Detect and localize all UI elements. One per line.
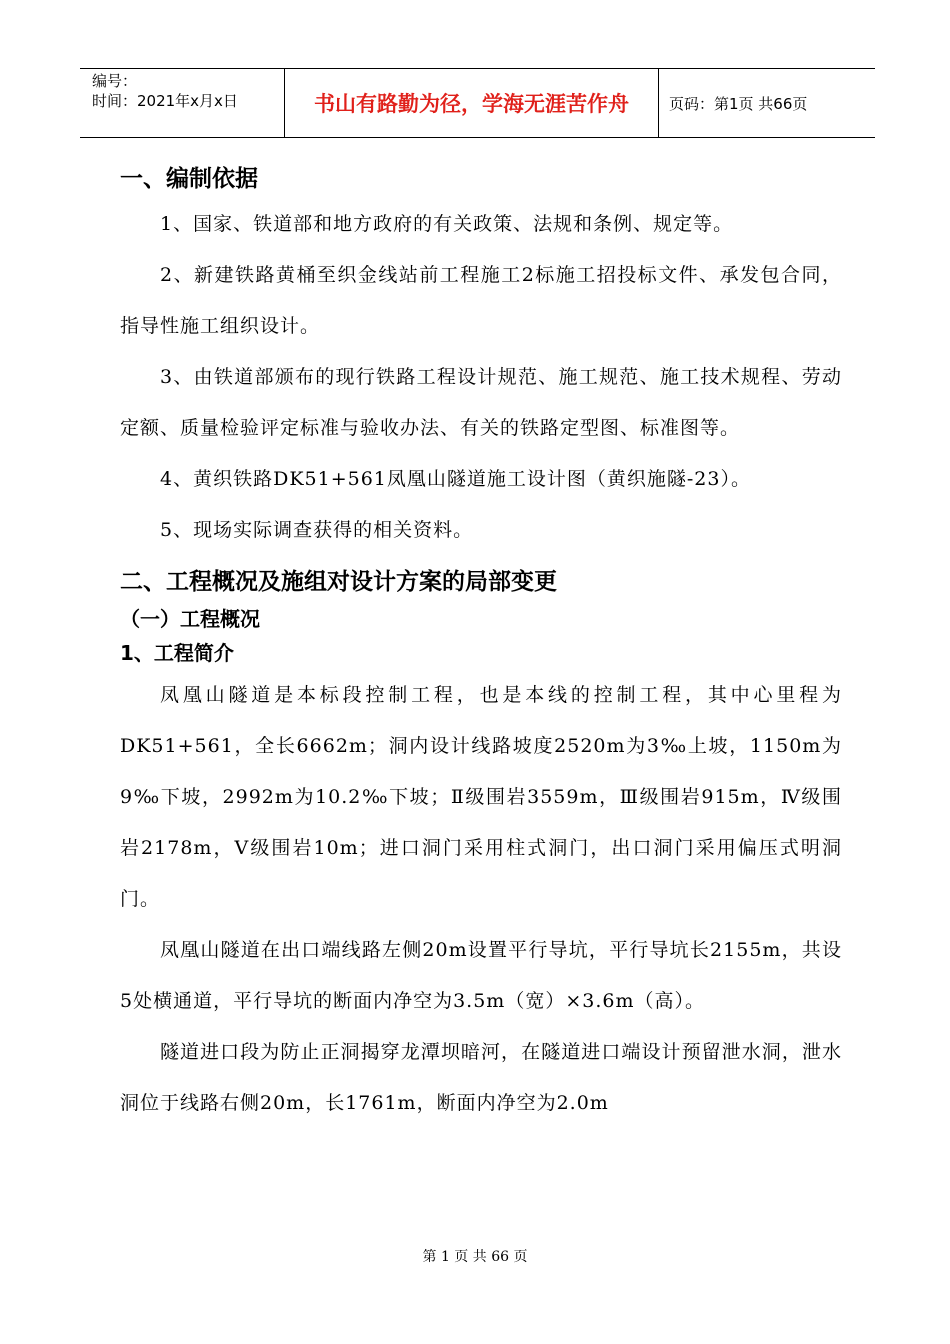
- serial-label: 编号：: [92, 72, 138, 90]
- section2-subsubtitle: 1、工程简介: [120, 641, 234, 665]
- section2-paragraph: 凤凰山隧道在出口端线路左侧20m设置平行导坑，平行导坑长2155m，共设5处横通道，平行导坑的断面内净空为3.5m（宽）×3.6m（高）。: [120, 939, 842, 1012]
- section1-item: 5、现场实际调查获得的相关资料。: [160, 519, 474, 541]
- header-page-info: 页码：第1页 共66页: [669, 94, 808, 113]
- section1-item: 2、新建铁路黄桶至织金线站前工程施工2标施工招投标文件、承发包合同，指导性施工组织设计。: [120, 264, 842, 337]
- document-body: [120, 160, 842, 1129]
- section1-item: 1、国家、铁道部和地方政府的有关政策、法规和条例、规定等。: [160, 213, 734, 235]
- section1-item: 4、黄织铁路DK51+561凤凰山隧道施工设计图（黄织施隧-23）。: [160, 468, 751, 490]
- header-motto: 书山有路勤为径，学海无涯苦作舟: [285, 69, 659, 137]
- page-footer: 第 1 页 共 66 页: [422, 1249, 528, 1265]
- time-label: 时间：2021年x月x日: [92, 92, 238, 110]
- section2-paragraph: 凤凰山隧道是本标段控制工程，也是本线的控制工程，其中心里程为DK51+561，全长6662m；洞内设计线路坡度2520m为3‰上坡，1150m为9‰下坡，2992m为10.2‰下坡；Ⅱ级围岩3559m，Ⅲ级围岩915m，Ⅳ级围岩2178m，Ⅴ级围岩10m；进口洞门采用柱式洞门，出口洞门采用偏压式明洞门。: [120, 684, 842, 910]
- section1-title: 一、编制依据: [120, 166, 258, 192]
- header-meta: [80, 69, 285, 137]
- section1-item: 3、由铁道部颁布的现行铁路工程设计规范、施工规范、施工技术规程、劳动定额、质量检验评定标准与验收办法、有关的铁路定型图、标准图等。: [120, 366, 842, 439]
- page-header: [80, 68, 875, 138]
- section2-subtitle: （一）工程概况: [120, 607, 260, 631]
- section2-title: 二、工程概况及施组对设计方案的局部变更: [120, 569, 557, 595]
- section2-paragraph: 隧道进口段为防止正洞揭穿龙潭坝暗河，在隧道进口端设计预留泄水洞，泄水洞位于线路右侧20m，长1761m，断面内净空为2.0m: [120, 1041, 842, 1114]
